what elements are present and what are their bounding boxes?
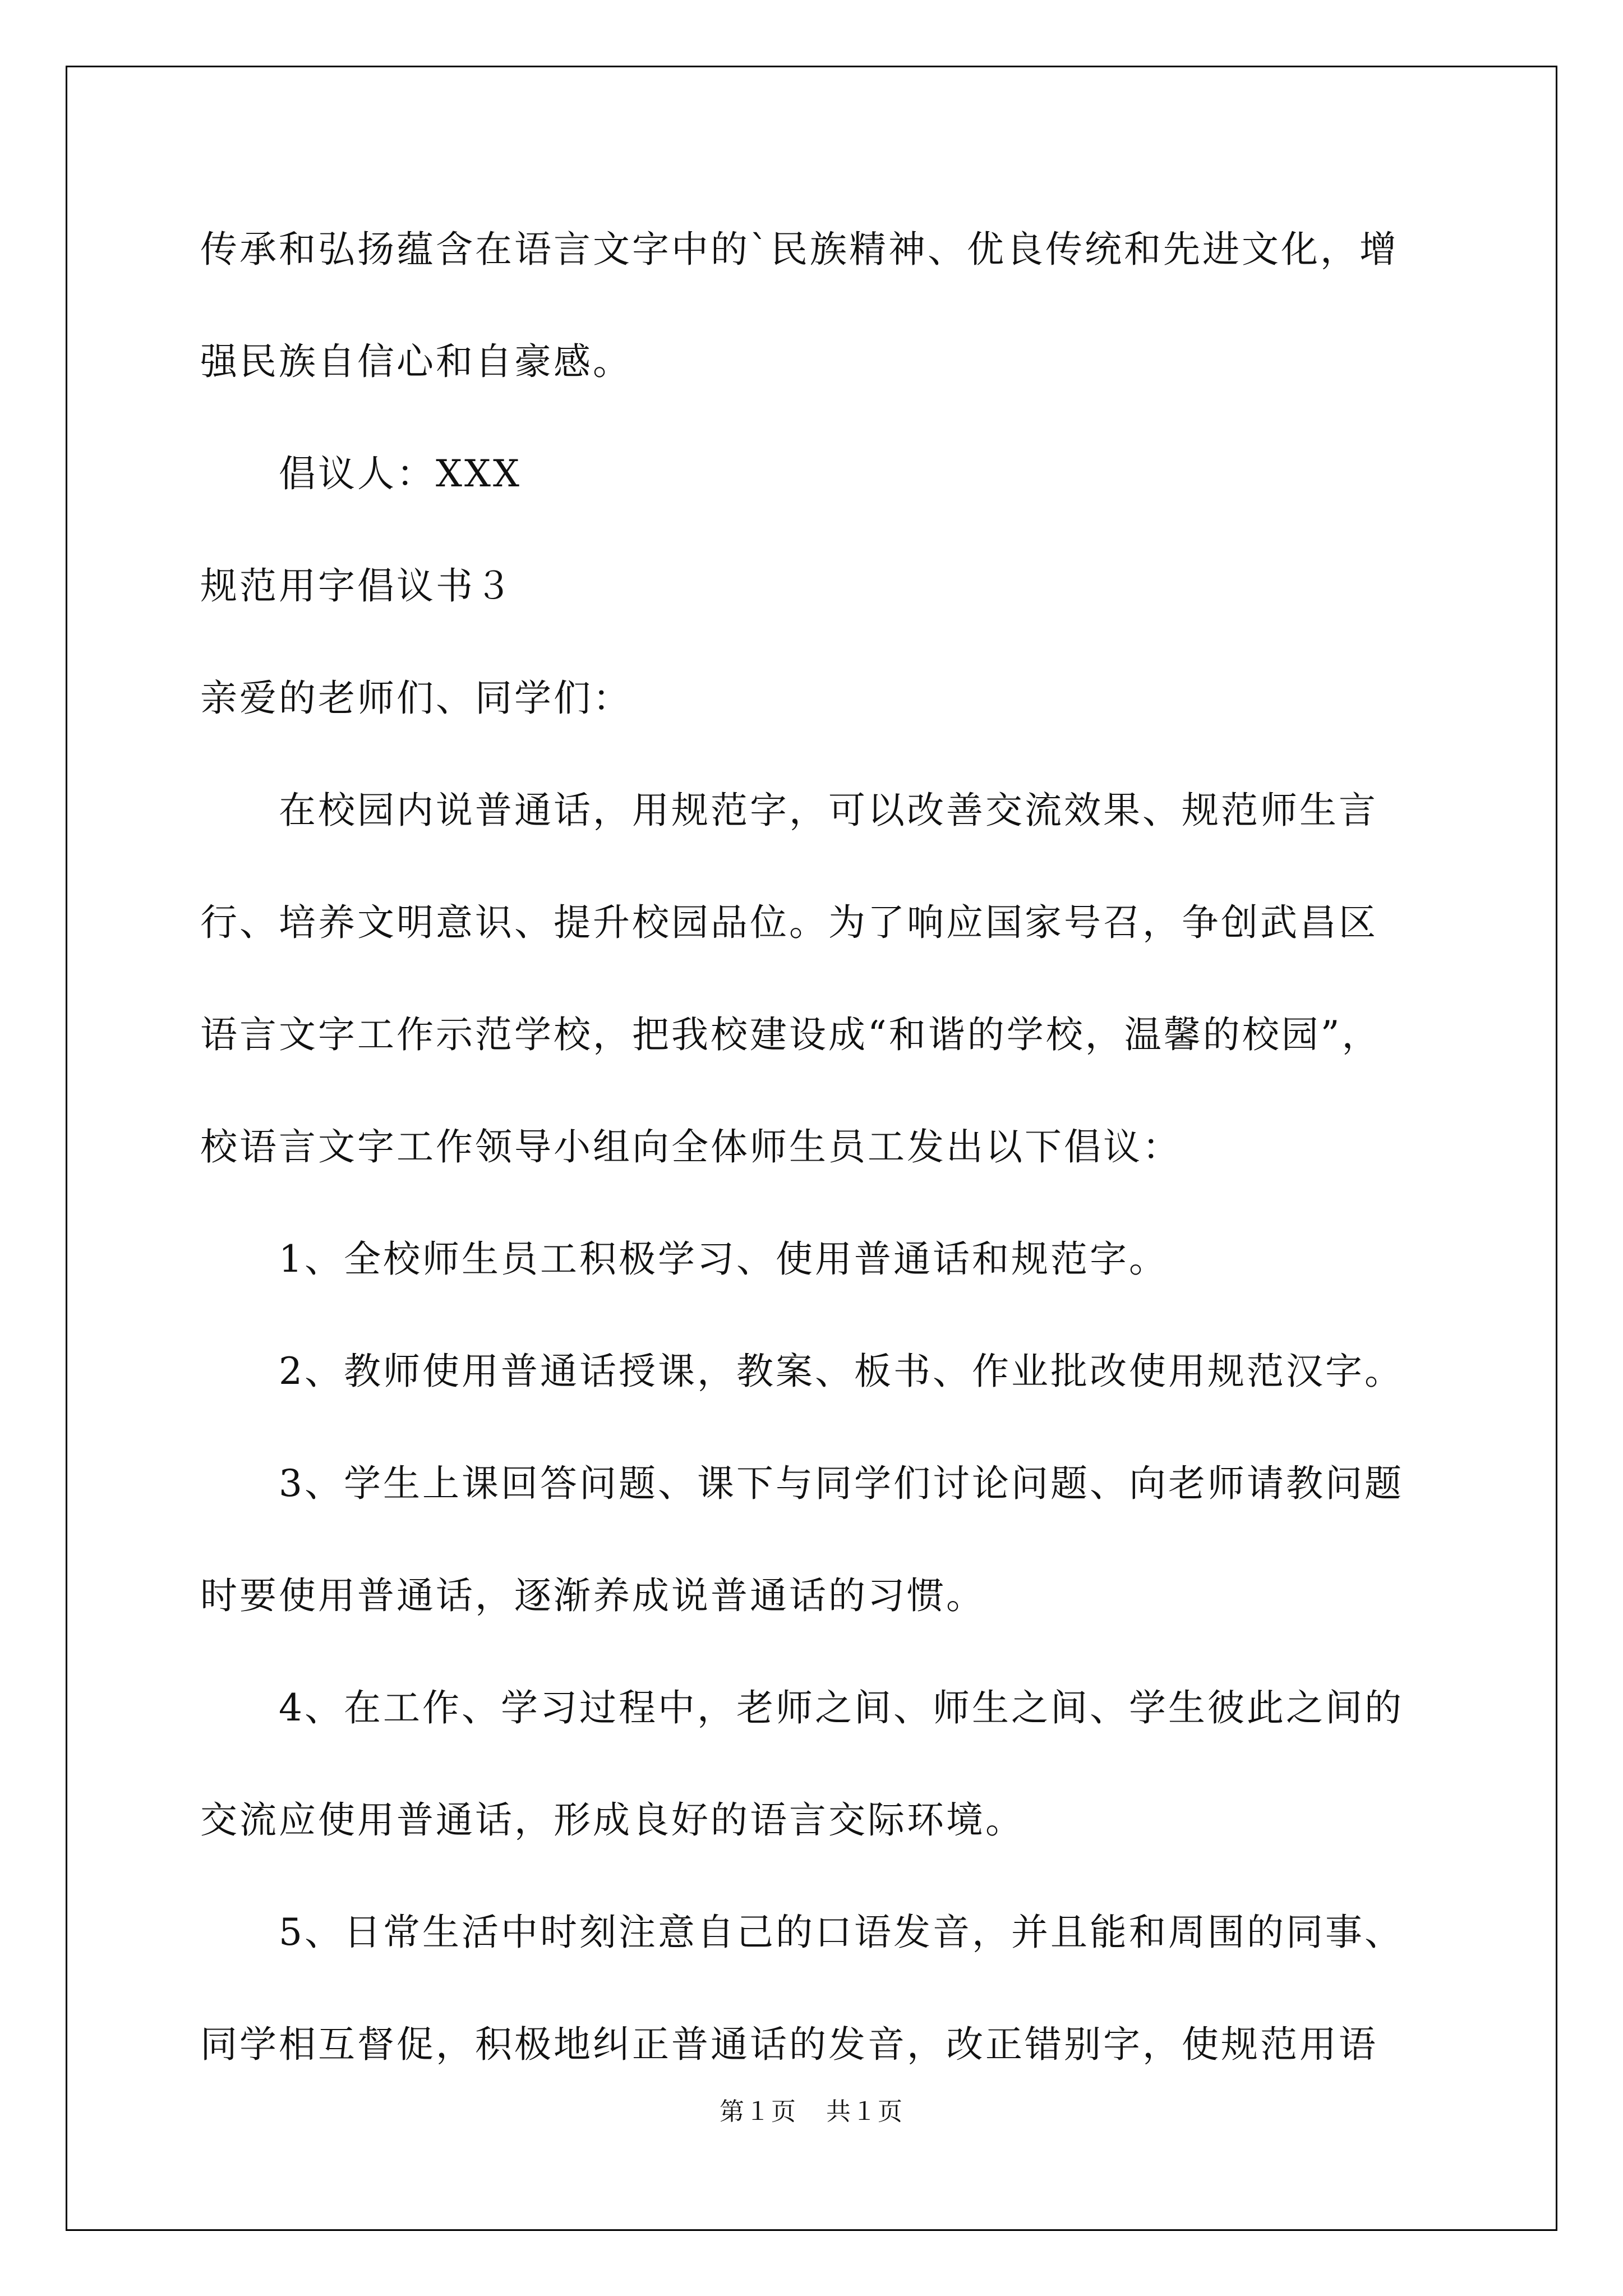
signatory-line: 倡议人：XXX — [279, 452, 522, 495]
page-number: 第１页 — [720, 2097, 797, 2126]
page-footer — [0, 2095, 1623, 2129]
list-item: 5、日常生活中时刻注意自己的口语发音，并且能和周围的同事、 — [279, 1911, 1404, 1954]
text-line: 在校园内说普通话，用规范字，可以改善交流效果、规范师生言 — [279, 789, 1378, 832]
list-item: 4、在工作、学习过程中，老师之间、师生之间、学生彼此之间的 — [279, 1686, 1404, 1729]
text-line: 校语言文字工作领导小组向全体师生员工发出以下倡议： — [200, 1125, 1182, 1168]
text-line: 时要使用普通话，逐渐养成说普通话的习惯。 — [200, 1574, 985, 1617]
document-body — [200, 213, 1434, 2120]
page-total: 共１页 — [826, 2097, 903, 2126]
salutation: 亲爱的老师们、同学们： — [200, 677, 632, 720]
text-line: 行、培养文明意识、提升校园品位。为了响应国家号召，争创武昌区 — [200, 901, 1378, 944]
list-item: 1、全校师生员工积极学习、使用普通话和规范字。 — [279, 1237, 1168, 1281]
text-line: 强民族自信心和自豪感。 — [200, 340, 632, 383]
text-line: 传承和弘扬蕴含在语言文字中的`民族精神、优良传统和先进文化，增 — [200, 228, 1399, 271]
list-item: 3、学生上课回答问题、课下与同学们讨论问题、向老师请教问题 — [279, 1462, 1404, 1505]
text-line: 语言文字工作示范学校，把我校建设成“和谐的学校，温馨的校园”， — [200, 1013, 1381, 1056]
section-title: 规范用字倡议书３ — [200, 564, 514, 608]
text-line: 同学相互督促，积极地纠正普通话的发音，改正错别字，使规范用语 — [200, 2023, 1378, 2066]
text-line: 交流应使用普通话，形成良好的语言交际环境。 — [200, 1798, 1025, 1842]
list-item: 2、教师使用普通话授课，教案、板书、作业批改使用规范汉字。 — [279, 1350, 1404, 1393]
